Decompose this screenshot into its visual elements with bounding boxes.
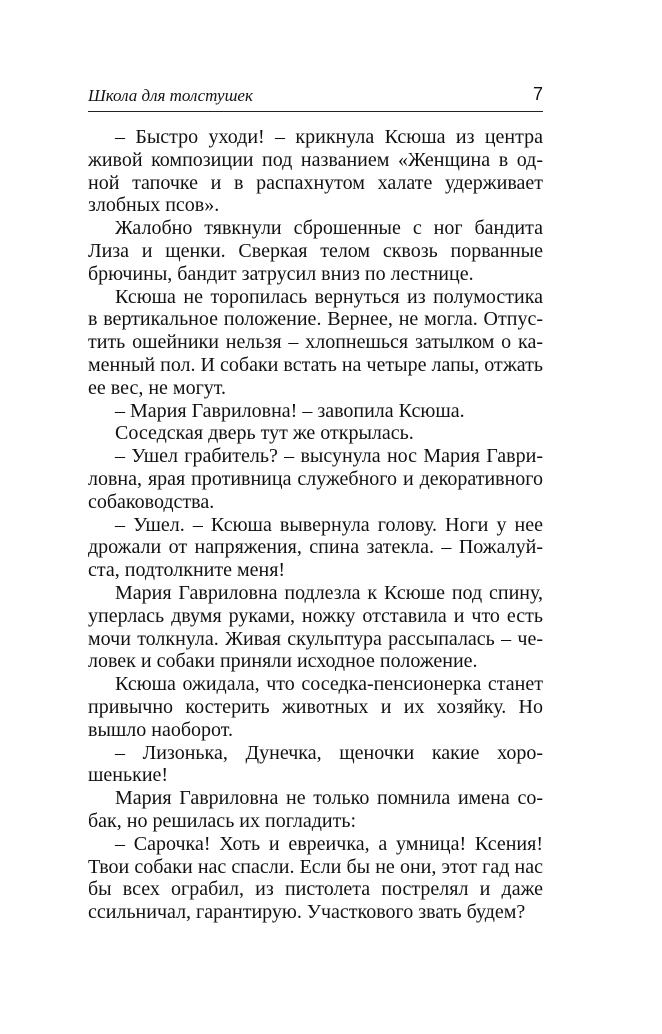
paragraph: – Ушел грабитель? – высунула нос Мария Гавриловна, ярая противница служебного и декоративного собаководства. [88, 445, 543, 513]
body-text [88, 126, 543, 924]
paragraph: – Сарочка! Хоть и евреичка, а умница! Ксения! Твои собаки нас спасли. Если бы не они, этот гад нас бы всех ограбил, из пистолета пострелял и даже ссильничал, гарантирую. Участкового звать будем? [88, 832, 543, 924]
paragraph: – Ушел. – Ксюша вывернула голову. Ноги у нее дрожали от напряжения, спина затекла. – Пожалуйста, подтолкните меня! [88, 513, 543, 582]
page-number: 7 [532, 84, 543, 104]
paragraph: – Мария Гавриловна! – завопила Ксюша. [115, 399, 465, 422]
book-page [88, 0, 543, 1034]
paragraph: Жалобно тявкнули сброшенные с ног бандита Лиза и щенки. Сверкая телом сквозь порванные брючины, бандит затрусил вниз по лестнице. [88, 217, 543, 285]
paragraph: Мария Гавриловна не только помнила имена собак, но решилась их погладить: [88, 787, 543, 832]
paragraph: Ксюша ожидала, что соседка-пенсионерка станет привычно костерить животных и их хозяйку. Но вышло наоборот. [88, 673, 543, 741]
paragraph: Мария Гавриловна подлезла к Ксюше под спину, уперлась двумя руками, ножку отставила и что есть мочи толкнула. Живая скульптура рассыпалась – человек и собаки приняли исходное положение. [88, 581, 543, 673]
running-header [88, 83, 543, 112]
paragraph: Ксюша не торопилась вернуться из полумостика в вертикальное положение. Вернее, не могла. Отпустить ошейники нельзя – хлопнешься затылком о каменный пол. И собаки встать на четыре лапы, отжать ее вес, не могут. [88, 285, 543, 399]
paragraph: – Быстро уходи! – крикнула Ксюша из центра живой композиции под названием «Женщина в одной тапочке и в распахнутом халате удерживает злобных псов». [88, 126, 543, 217]
paragraph: – Лизонька, Дунечка, щеночки какие хорошенькие! [88, 741, 543, 787]
paragraph: Соседская дверь тут же открылась. [115, 422, 414, 445]
running-title: Школа для толстушек [88, 86, 253, 105]
